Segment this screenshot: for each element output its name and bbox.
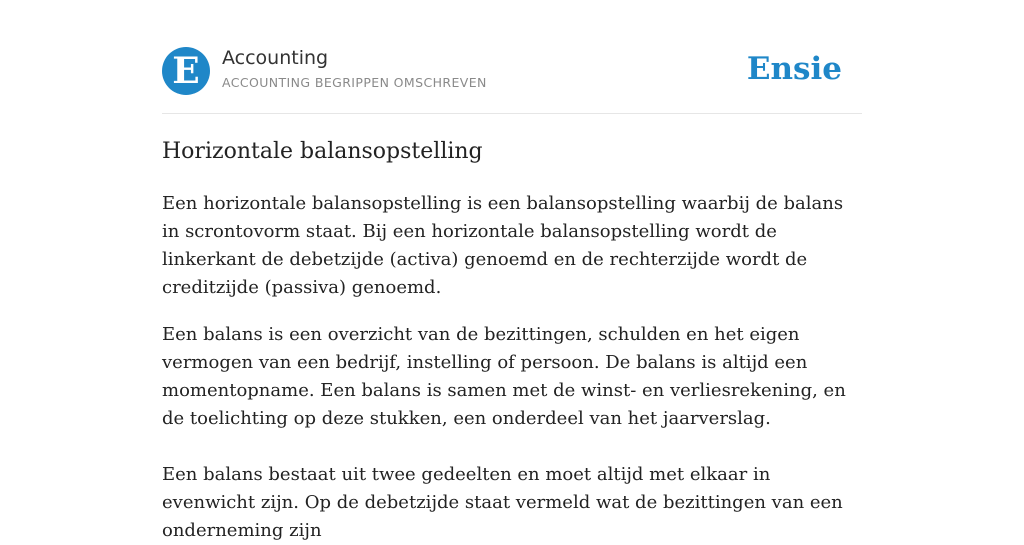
site-header xyxy=(162,0,862,114)
article-paragraph: Een horizontale balansopstelling is een balansopstelling waarbij de balans in scrontovorm staat. Bij een horizontale balansopstelling wordt de linkerkant de debetzijde (activa) genoemd en de rechterzijde wordt de creditzijde (passiva) genoemd. xyxy=(162,193,844,298)
article-title: Horizontale balansopstelling xyxy=(162,139,483,164)
content-container xyxy=(162,0,862,541)
site-subtitle: ACCOUNTING BEGRIPPEN OMSCHREVEN xyxy=(222,75,487,90)
article-paragraph: Een balans is een overzicht van de bezittingen, schulden en het eigen vermogen van een bedrijf, instelling of persoon. De balans is altijd een momentopname. Een balans is samen met de winst- en verliesrekening, en de toelichting op deze stukken, een onderdeel van het jaarverslag. xyxy=(162,324,846,429)
site-title[interactable]: Accounting xyxy=(222,47,329,69)
site-logo-icon[interactable]: E xyxy=(162,47,210,95)
article-paragraph: Een balans bestaat uit twee gedeelten en moet altijd met elkaar in evenwicht zijn. Op de debetzijde staat vermeld wat de bezittingen van een onderneming zijn xyxy=(162,464,843,541)
ensie-brand-link[interactable]: Ensie xyxy=(746,51,842,87)
